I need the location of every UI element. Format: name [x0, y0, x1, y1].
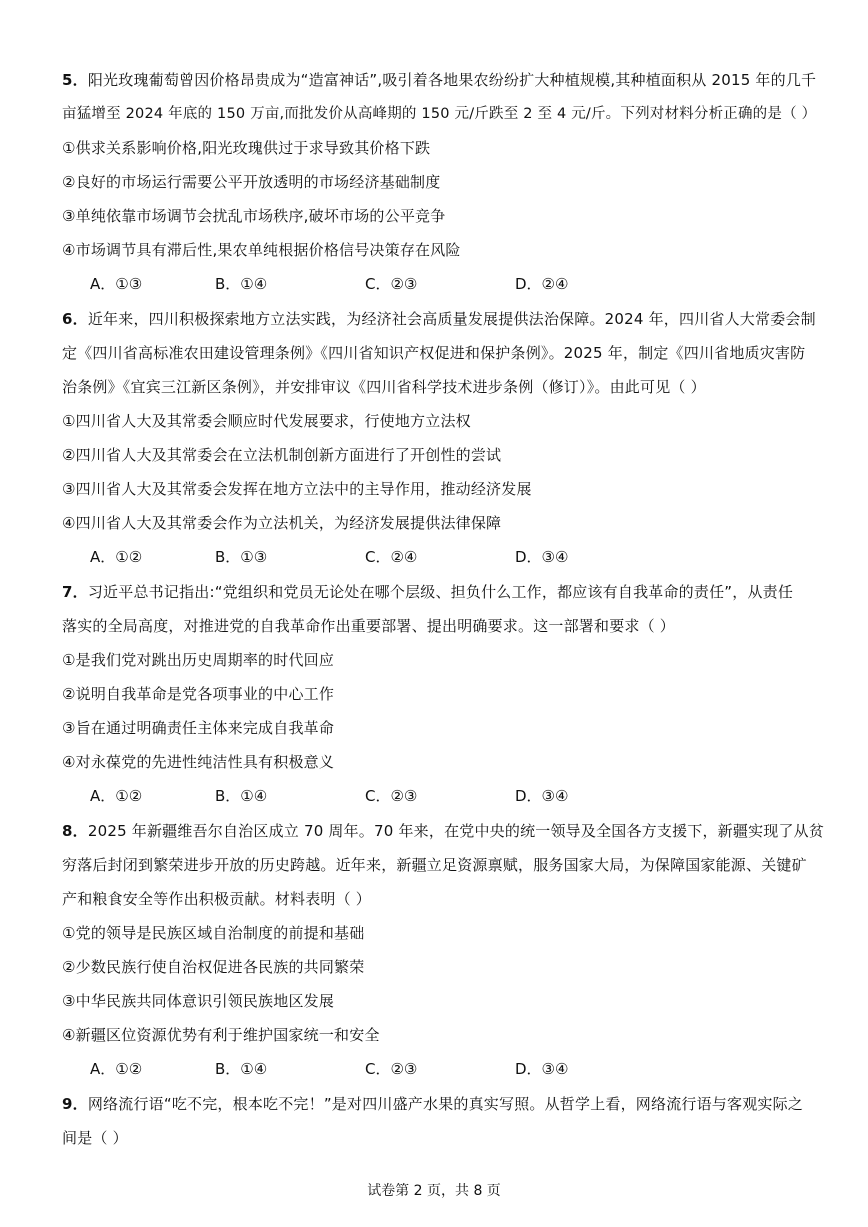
page-footer: 试卷第 2 页，共 8 页 [367, 1183, 501, 1199]
q6-stem-line-2: 定《四川省高标准农田建设管理条例》《四川省知识产权促进和保护条例》。2025 年，制定《四川省地质灾害防 [62, 344, 806, 362]
q5-stem-line-1: 5．阳光玫瑰葡萄曾因价格昂贵成为“造富神话”,吸引着各地果农纷纷扩大种植规模,其种植面积从 2015 年的几千 [62, 71, 817, 89]
q7-stem-line-2: 落实的全局高度，对推进党的自我革命作出重要部署、提出明确要求。这一部署和要求（ ） [62, 617, 675, 635]
q5-choice-d[interactable]: D．②④ [515, 275, 569, 293]
q7-statement-1: ①是我们党对跳出历史周期率的时代回应 [62, 651, 335, 669]
q7-choice-b[interactable]: B．①④ [215, 787, 268, 805]
q5-choice-b[interactable]: B．①④ [215, 275, 268, 293]
q5-choice-c[interactable]: C．②③ [365, 275, 418, 293]
q7-choice-c[interactable]: C．②③ [365, 787, 418, 805]
q7-choice-a[interactable]: A．①② [90, 787, 143, 805]
q9-stem-line-2: 间是（ ） [62, 1129, 128, 1147]
q7-choice-d[interactable]: D．③④ [515, 787, 569, 805]
q8-number: 8． [62, 822, 88, 840]
q8-statement-3: ③中华民族共同体意识引领民族地区发展 [62, 992, 335, 1010]
q6-choice-b[interactable]: B．①③ [215, 548, 268, 566]
q8-choice-a[interactable]: A．①② [90, 1060, 143, 1078]
q6-stem-line-3: 治条例》《宜宾三江新区条例》，并安排审议《四川省科学技术进步条例（修订）》。由此可见（ ） [62, 378, 706, 396]
q6-choice-a[interactable]: A．①② [90, 548, 143, 566]
q5-statement-3: ③单纯依靠市场调节会扰乱市场秩序,破坏市场的公平竞争 [62, 207, 446, 225]
q8-choice-c[interactable]: C．②③ [365, 1060, 418, 1078]
q8-choice-b[interactable]: B．①④ [215, 1060, 268, 1078]
q9-number: 9． [62, 1095, 88, 1113]
q6-stem-line-1: 6．近年来，四川积极探索地方立法实践，为经济社会高质量发展提供法治保障。2024 年，四川省人大常委会制 [62, 310, 816, 328]
q9-stem-line-1: 9．网络流行语“吃不完，根本吃不完！”是对四川盛产水果的真实写照。从哲学上看，网络流行语与客观实际之 [62, 1095, 803, 1113]
q6-choice-c[interactable]: C．②④ [365, 548, 418, 566]
q8-stem-line-2: 穷落后封闭到繁荣进步开放的历史跨越。近年来，新疆立足资源禀赋，服务国家大局，为保障国家能源、关键矿 [62, 856, 807, 874]
q8-statement-1: ①党的领导是民族区域自治制度的前提和基础 [62, 924, 365, 942]
q5-statement-2: ②良好的市场运行需要公平开放透明的市场经济基础制度 [62, 173, 441, 191]
q7-stem-line-1: 7．习近平总书记指出:“党组织和党员无论处在哪个层级、担负什么工作，都应该有自我革命的责任”，从责任 [62, 583, 794, 601]
q5-statement-4: ④市场调节具有滞后性,果农单纯根据价格信号决策存在风险 [62, 241, 461, 259]
q7-number: 7． [62, 583, 88, 601]
q6-statement-2: ②四川省人大及其常委会在立法机制创新方面进行了开创性的尝试 [62, 446, 502, 464]
q5-number: 5． [62, 71, 88, 89]
q6-statement-4: ④四川省人大及其常委会作为立法机关，为经济发展提供法律保障 [62, 514, 502, 532]
q8-statement-2: ②少数民族行使自治权促进各民族的共同繁荣 [62, 958, 365, 976]
q8-statement-4: ④新疆区位资源优势有利于维护国家统一和安全 [62, 1026, 380, 1044]
q5-stem-line-2: 亩猛增至 2024 年底的 150 万亩,而批发价从高峰期的 150 元/斤跌至 2 至 4 元/斤。下列对材料分析正确的是（ ） [62, 106, 817, 122]
q8-choice-d[interactable]: D．③④ [515, 1060, 569, 1078]
q6-statement-1: ①四川省人大及其常委会顺应时代发展要求，行使地方立法权 [62, 412, 471, 430]
q5-statement-1: ①供求关系影响价格,阳光玫瑰供过于求导致其价格下跌 [62, 139, 431, 157]
q6-statement-3: ③四川省人大及其常委会发挥在地方立法中的主导作用，推动经济发展 [62, 480, 532, 498]
q7-statement-2: ②说明自我革命是党各项事业的中心工作 [62, 685, 335, 703]
q5-choice-a[interactable]: A．①③ [90, 275, 143, 293]
q6-number: 6． [62, 310, 88, 328]
q7-statement-4: ④对永葆党的先进性纯洁性具有积极意义 [62, 753, 335, 771]
q6-choice-d[interactable]: D．③④ [515, 548, 569, 566]
q8-stem-line-3: 产和粮食安全等作出积极贡献。材料表明（ ） [62, 890, 371, 908]
q8-stem-line-1: 8．2025 年新疆维吾尔自治区成立 70 周年。70 年来，在党中央的统一领导及全国各方支援下，新疆实现了从贫 [62, 822, 825, 840]
q7-statement-3: ③旨在通过明确责任主体来完成自我革命 [62, 719, 335, 737]
